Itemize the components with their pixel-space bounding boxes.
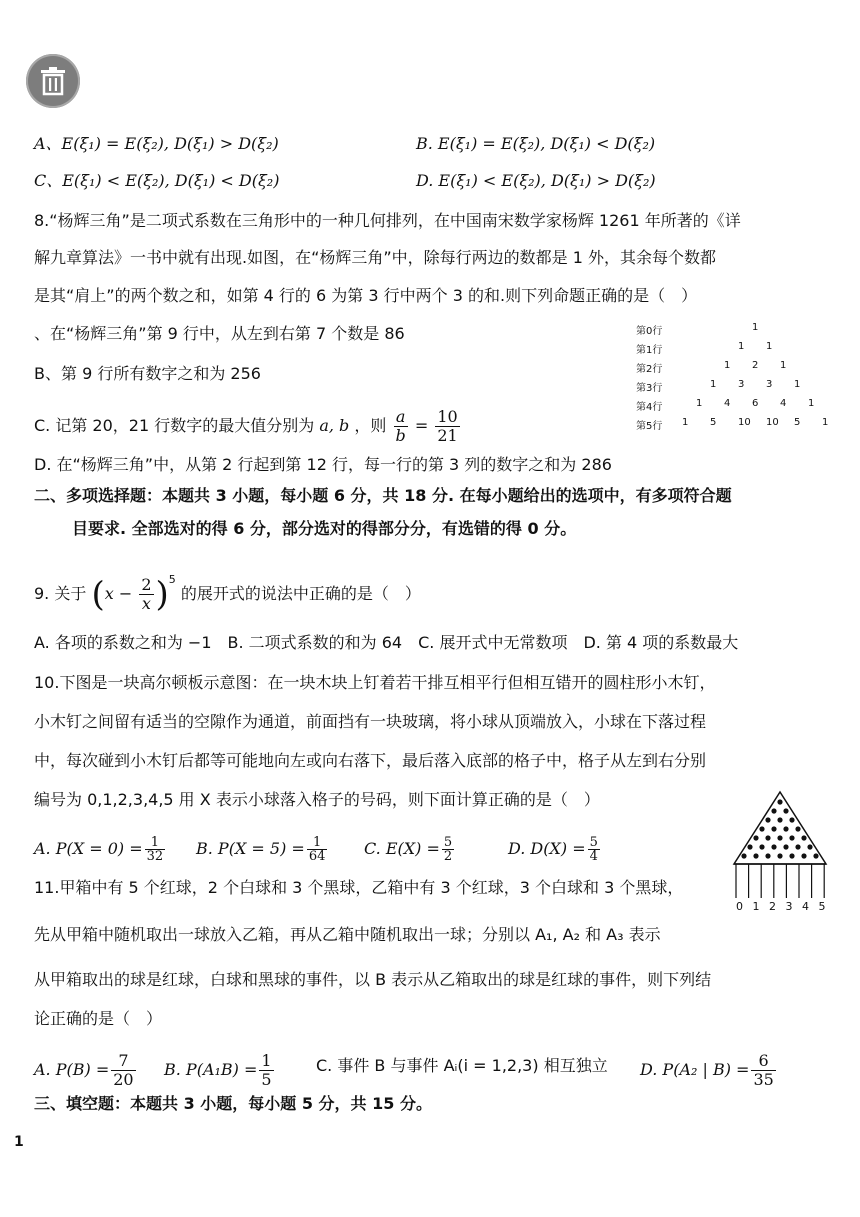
triangle-number: 1 bbox=[780, 360, 787, 371]
galton-peg bbox=[765, 835, 770, 840]
galton-peg bbox=[783, 808, 788, 813]
triangle-number: 10 bbox=[766, 417, 779, 428]
triangle-number: 1 bbox=[822, 417, 829, 428]
q9-suffix: 的展开式的说法中正确的是（ ） bbox=[180, 584, 421, 603]
q8-option-c-text: C. 记第 20，21 行数字的最大值分别为 bbox=[34, 416, 315, 435]
galton-peg bbox=[783, 844, 788, 849]
q9-fraction: $\frac{2}{x}$ bbox=[141, 575, 152, 613]
q8-option-b: B、第 9 行所有数字之和为 256 bbox=[34, 364, 261, 383]
q7-option-a: A、E(ξ₁) = E(ξ₂), D(ξ₁) > D(ξ₂) bbox=[34, 134, 279, 153]
q8-stem-line1: 8.“杨辉三角”是二项式系数在三角形中的一种几何排列，在中国南宋数学家杨辉 1261 年所著的《详 bbox=[34, 211, 741, 230]
galton-peg bbox=[747, 844, 752, 849]
yanghui-triangle-figure bbox=[636, 322, 829, 444]
galton-peg bbox=[801, 835, 806, 840]
triangle-row-label: 第5行 bbox=[636, 421, 663, 432]
galton-peg bbox=[753, 835, 758, 840]
q10-option-a: A. P(X = 0) = $\frac{1}{32}$ bbox=[34, 835, 164, 864]
q8-option-c-eq: = bbox=[414, 416, 429, 435]
triangle-number: 4 bbox=[780, 398, 787, 409]
q11-stem-line1: 11.甲箱中有 5 个红球，2 个白球和 3 个黑球，乙箱中有 3 个红球，3 个白球和 3 个黑球， bbox=[34, 878, 684, 897]
q8-option-c bbox=[34, 408, 462, 445]
galton-peg bbox=[765, 817, 770, 822]
triangle-number: 1 bbox=[724, 360, 731, 371]
galton-peg bbox=[789, 817, 794, 822]
galton-peg bbox=[783, 826, 788, 831]
q7-option-d: D. E(ξ₁) < E(ξ₂), D(ξ₁) > D(ξ₂) bbox=[416, 171, 656, 190]
section2-heading-line1: 二、多项选择题：本题共 3 小题，每小题 6 分，共 18 分. 在每小题给出的选项中，有多项符合题 bbox=[34, 486, 732, 505]
q9-stem: 9. 关于 (x − $\frac{2}{x}$ )$^5$ 的展开式的说法中正确的是（ ） bbox=[34, 572, 421, 615]
triangle-number: 1 bbox=[808, 398, 815, 409]
triangle-number: 3 bbox=[738, 379, 745, 390]
q11-stem-line4: 论正确的是（ ） bbox=[34, 1009, 163, 1028]
galton-peg bbox=[759, 826, 764, 831]
galton-peg bbox=[789, 835, 794, 840]
galton-peg bbox=[765, 853, 770, 858]
q9-options: A. 各项的系数之和为 −1 B. 二项式系数的和为 64 C. 展开式中无常数项 D. 第 4 项的系数最大 bbox=[34, 633, 739, 652]
galton-peg bbox=[777, 817, 782, 822]
galton-peg bbox=[801, 853, 806, 858]
galton-peg bbox=[795, 844, 800, 849]
galton-board-figure bbox=[730, 790, 830, 920]
q8-option-a: 、在“杨辉三角”第 9 行中，从左到右第 7 个数是 86 bbox=[34, 324, 405, 343]
triangle-number: 10 bbox=[738, 417, 751, 428]
triangle-number: 3 bbox=[766, 379, 773, 390]
q8-option-c-vars: a, b bbox=[319, 416, 350, 435]
q8-stem-line3: 是其“肩上”的两个数之和，如第 4 行的 6 为第 3 行中两个 3 的和.则下列命题正确的是（ ） bbox=[34, 286, 698, 305]
triangle-number: 6 bbox=[752, 398, 759, 409]
q8-option-c-fraction: $\frac{a}{b}$ bbox=[395, 407, 406, 445]
triangle-row-label: 第0行 bbox=[636, 326, 663, 337]
galton-peg bbox=[753, 853, 758, 858]
galton-peg bbox=[741, 853, 746, 858]
q10-stem-line1: 10.下图是一块高尔顿板示意图：在一块木块上钉着若干排互相平行但相互错开的圆柱形小木钉， bbox=[34, 673, 716, 692]
q11-option-d: D. P(A₂ | B) = $\frac{6}{35}$ bbox=[640, 1051, 774, 1089]
q11-stem-line2: 先从甲箱中随机取出一球放入乙箱，再从乙箱中随机取出一球；分别以 A₁, A₂ 和 A₃ 表示 bbox=[34, 925, 661, 944]
triangle-row-label: 第3行 bbox=[636, 383, 663, 394]
page-number: 1 bbox=[14, 1134, 24, 1150]
triangle-number: 1 bbox=[752, 322, 759, 333]
section2-heading-line2: 目要求. 全部选对的得 6 分，部分选对的得部分分，有选错的得 0 分。 bbox=[72, 519, 577, 538]
triangle-number: 1 bbox=[696, 398, 703, 409]
trash-icon bbox=[39, 66, 67, 96]
galton-peg bbox=[777, 799, 782, 804]
q7-option-c: C、E(ξ₁) < E(ξ₂), D(ξ₁) < D(ξ₂) bbox=[34, 171, 280, 190]
triangle-number: 4 bbox=[724, 398, 731, 409]
q11-option-c: C. 事件 B 与事件 Aᵢ(i = 1,2,3) 相互独立 bbox=[316, 1056, 608, 1075]
triangle-number: 1 bbox=[710, 379, 717, 390]
q9-prefix: 9. 关于 bbox=[34, 584, 87, 603]
q10-option-b: B. P(X = 5) = $\frac{1}{64}$ bbox=[196, 835, 326, 864]
q10-stem-line2: 小木钉之间留有适当的空隙作为通道，前面挡有一块玻璃，将小球从顶端放入，小球在下落过程 bbox=[34, 712, 707, 731]
q10-stem-line4: 编号为 0,1,2,3,4,5 用 X 表示小球落入格子的号码，则下面计算正确的是（ ） bbox=[34, 790, 600, 809]
triangle-row-label: 第1行 bbox=[636, 345, 663, 356]
q8-option-d: D. 在“杨辉三角”中，从第 2 行起到第 12 行，每一行的第 3 列的数字之和为 286 bbox=[34, 455, 612, 474]
triangle-number: 1 bbox=[682, 417, 689, 428]
q8-option-c-mid: ，则 bbox=[354, 416, 387, 435]
galton-peg bbox=[789, 853, 794, 858]
galton-peg bbox=[795, 826, 800, 831]
galton-peg bbox=[759, 844, 764, 849]
delete-button[interactable] bbox=[26, 54, 80, 108]
galton-peg bbox=[807, 844, 812, 849]
triangle-number: 5 bbox=[710, 417, 717, 428]
section3-heading: 三、填空题：本题共 3 小题，每小题 5 分，共 15 分。 bbox=[34, 1094, 432, 1113]
q11-stem-line3: 从甲箱取出的球是红球，白球和黑球的事件，以 B 表示从乙箱取出的球是红球的事件，则下列结 bbox=[34, 970, 712, 989]
galton-slot-labels: 0 1 2 3 4 5 bbox=[736, 900, 829, 913]
q11-option-a: A. P(B) = $\frac{7}{20}$ bbox=[34, 1051, 134, 1089]
galton-peg bbox=[813, 853, 818, 858]
triangle-number: 2 bbox=[752, 360, 759, 371]
galton-peg bbox=[777, 835, 782, 840]
triangle-number: 1 bbox=[766, 341, 773, 352]
q8-option-c-result: $\frac{10}{21}$ bbox=[437, 407, 458, 445]
galton-peg bbox=[771, 826, 776, 831]
triangle-number: 5 bbox=[794, 417, 801, 428]
triangle-row-label: 第2行 bbox=[636, 364, 663, 375]
q8-stem-line2: 解九章算法》一书中就有出现.如图，在“杨辉三角”中，除每行两边的数都是 1 外，其余每个数都 bbox=[34, 248, 717, 267]
q11-option-b: B. P(A₁B) = $\frac{1}{5}$ bbox=[164, 1051, 272, 1089]
triangle-number: 1 bbox=[794, 379, 801, 390]
triangle-number: 1 bbox=[738, 341, 745, 352]
triangle-row-label: 第4行 bbox=[636, 402, 663, 413]
q10-option-c: C. E(X) = $\frac{5}{2}$ bbox=[364, 835, 453, 864]
q10-stem-line3: 中，每次碰到小木钉后都等可能地向左或向右落下，最后落入底部的格子中，格子从左到右分别 bbox=[34, 751, 707, 770]
q9-expression: x − bbox=[104, 584, 133, 603]
q7-option-b: B. E(ξ₁) = E(ξ₂), D(ξ₁) < D(ξ₂) bbox=[416, 134, 656, 153]
galton-peg bbox=[777, 853, 782, 858]
galton-peg bbox=[771, 808, 776, 813]
galton-peg bbox=[771, 844, 776, 849]
q10-option-d: D. D(X) = $\frac{5}{4}$ bbox=[508, 835, 598, 864]
q9-power: 5 bbox=[168, 572, 176, 586]
